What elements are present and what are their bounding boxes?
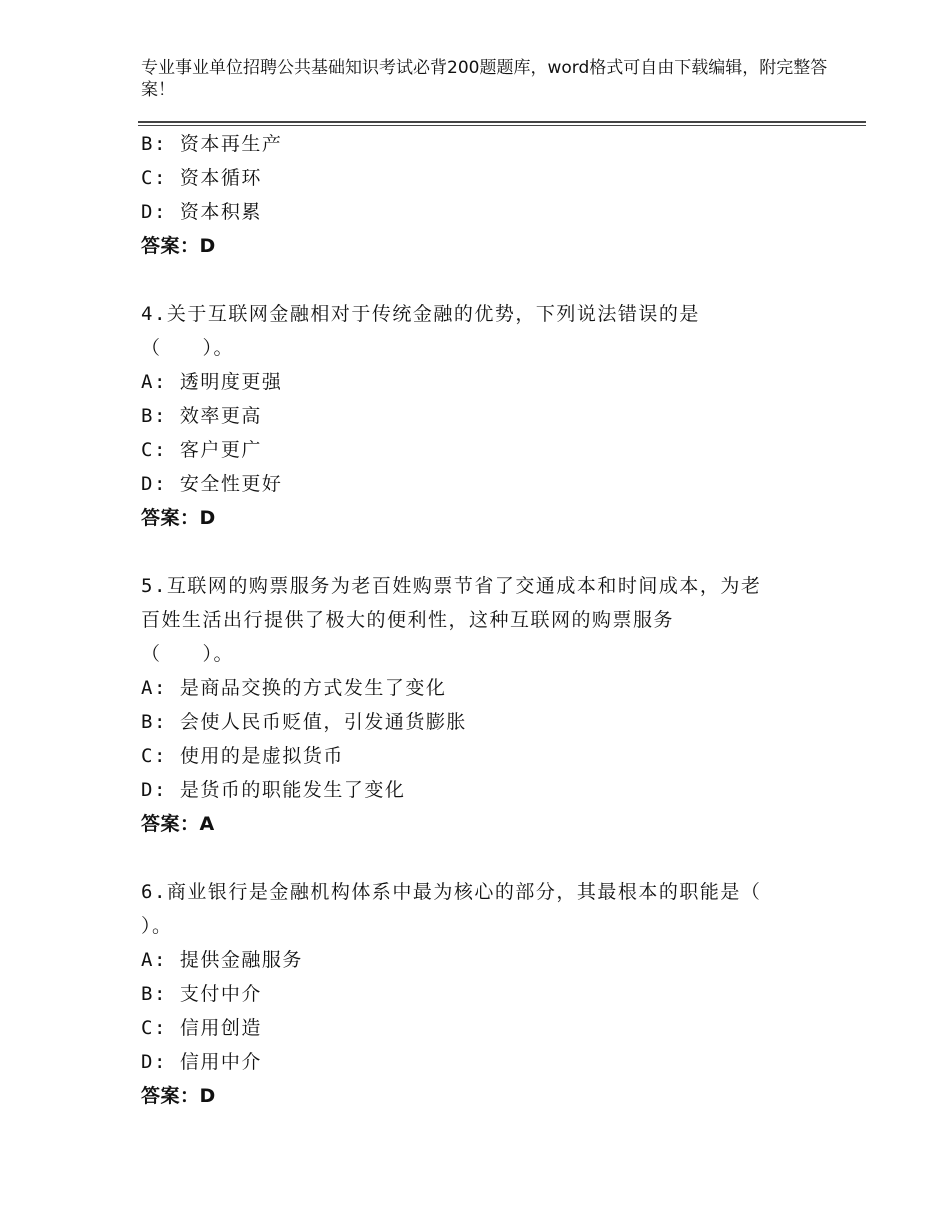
question-6 bbox=[141, 875, 841, 1113]
question-stem-cont: （ ）。 bbox=[141, 337, 235, 359]
document-header: 专业事业单位招聘公共基础知识考试必背200题题库，word格式可自由下载编辑，附完整答案！ bbox=[141, 58, 828, 100]
answer-line: 答案：D bbox=[141, 507, 216, 529]
question-stem-cont: 百姓生活出行提供了极大的便利性，这种互联网的购票服务 bbox=[141, 609, 675, 631]
option-d: D: 信用中介 bbox=[141, 1051, 262, 1073]
option-c: C: 信用创造 bbox=[141, 1017, 262, 1039]
option-d: D: 安全性更好 bbox=[141, 473, 283, 495]
option-d: D: 资本积累 bbox=[141, 201, 262, 223]
question-5 bbox=[141, 569, 841, 841]
option-b: B: 支付中介 bbox=[141, 983, 262, 1005]
option-b: B: 效率更高 bbox=[141, 405, 262, 427]
option-c: C: 客户更广 bbox=[141, 439, 262, 461]
option-d: D: 是货币的职能发生了变化 bbox=[141, 779, 406, 801]
question-stem: 5.互联网的购票服务为老百姓购票节省了交通成本和时间成本，为老 bbox=[141, 575, 762, 597]
option-c: C: 使用的是虚拟货币 bbox=[141, 745, 344, 767]
answer-line: 答案：D bbox=[141, 235, 216, 257]
answer-line: 答案：A bbox=[141, 813, 215, 835]
option-a: A: 是商品交换的方式发生了变化 bbox=[141, 677, 447, 699]
question-stem: 4.关于互联网金融相对于传统金融的优势，下列说法错误的是 bbox=[141, 303, 700, 325]
option-b: B: 资本再生产 bbox=[141, 133, 283, 155]
option-c: C: 资本循环 bbox=[141, 167, 262, 189]
question-stem-blank: （ ）。 bbox=[141, 643, 235, 665]
answer-line: 答案：D bbox=[141, 1085, 216, 1107]
option-a: A: 提供金融服务 bbox=[141, 949, 303, 971]
question-partial bbox=[141, 127, 841, 263]
question-list bbox=[141, 127, 841, 1113]
header-divider-thin bbox=[138, 125, 866, 126]
question-stem-cont: ）。 bbox=[141, 915, 173, 937]
header-divider bbox=[138, 121, 866, 123]
question-stem: 6.商业银行是金融机构体系中最为核心的部分，其最根本的职能是（ bbox=[141, 881, 762, 903]
option-b: B: 会使人民币贬值，引发通货膨胀 bbox=[141, 711, 467, 733]
option-a: A: 透明度更强 bbox=[141, 371, 283, 393]
question-4 bbox=[141, 297, 841, 535]
